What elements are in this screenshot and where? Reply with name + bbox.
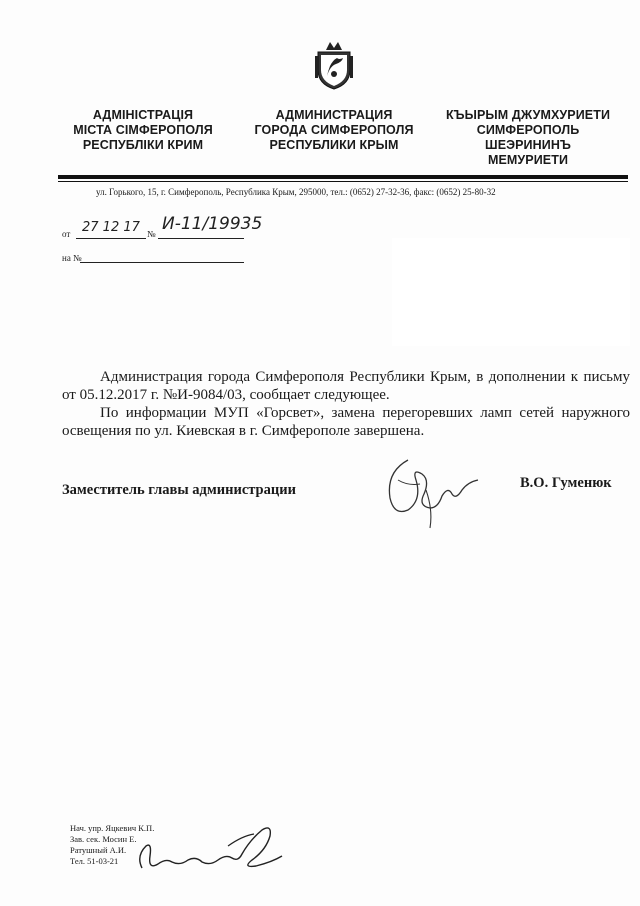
header-ua-line: МІСТА СІМФЕРОПОЛЯ xyxy=(73,123,213,137)
number-underline xyxy=(158,238,244,239)
header-cr-line: МЕМУРИЕТИ xyxy=(487,153,569,167)
paragraph-text: По информации МУП «Горсвет», замена перегоревших ламп сетей наружного освещения по ул. Киевская в г. Симферополе завершена. xyxy=(62,405,630,439)
body-paragraph-1 xyxy=(62,368,630,404)
header-cr-line: КЪЫРЫМ ДЖУМХУРИЕТИ xyxy=(445,108,611,122)
header-ua-line: АДМІНІСТРАЦІЯ xyxy=(92,108,194,122)
signatory-title: Заместитель главы администрации xyxy=(62,482,296,498)
header-divider-thick xyxy=(58,175,628,179)
date-underline xyxy=(76,238,146,239)
reference-label: на № xyxy=(62,253,82,263)
header-divider-thin xyxy=(58,181,628,182)
header-ru-line: ГОРОДА СИМФЕРОПОЛЯ xyxy=(254,123,414,137)
executor-line: Зав. сек. Мосин Е. xyxy=(70,834,137,844)
visa-signature xyxy=(132,816,292,876)
header-ua-line: РЕСПУБЛІКИ КРИМ xyxy=(82,138,204,152)
executor-line: Ратушный А.И. xyxy=(70,845,127,855)
header-russian xyxy=(236,108,432,153)
handwritten-date: 27 12 17 xyxy=(82,220,140,235)
signatory-name: В.О. Гуменюк xyxy=(520,475,612,491)
header-ru-line: АДМИНИСТРАЦИЯ xyxy=(275,108,393,122)
header-crimean-tatar xyxy=(428,108,628,168)
handwritten-signature xyxy=(378,450,488,532)
body-paragraph-2 xyxy=(62,404,630,440)
coat-of-arms-icon xyxy=(312,38,356,90)
header-cr-line: ШЕЭРИНИНЪ xyxy=(485,138,571,152)
handwritten-number: И-11/19935 xyxy=(162,214,263,234)
from-label: от xyxy=(62,229,71,239)
paragraph-text: Администрация города Симферополя Республики Крым, в дополнении к письму от 05.12.2017 г. №И-9084/03, сообщает следующее. xyxy=(62,369,630,403)
header-cr-line: СИМФЕРОПОЛЬ xyxy=(476,123,580,137)
redacted-recipient-area xyxy=(392,238,630,346)
executor-line: Тел. 51-03-21 xyxy=(70,856,119,866)
reference-underline xyxy=(80,262,244,263)
header-ru-line: РЕСПУБЛИКИ КРЫМ xyxy=(269,138,399,152)
header-ukrainian xyxy=(58,108,228,153)
executor-line: Нач. упр. Яцкевич К.П. xyxy=(70,823,155,833)
organization-address: ул. Горького, 15, г. Симферополь, Республика Крым, 295000, тел.: (0652) 27-32-36, факс: (0652) 25-80-32 xyxy=(96,187,496,197)
number-label: № xyxy=(147,229,156,239)
